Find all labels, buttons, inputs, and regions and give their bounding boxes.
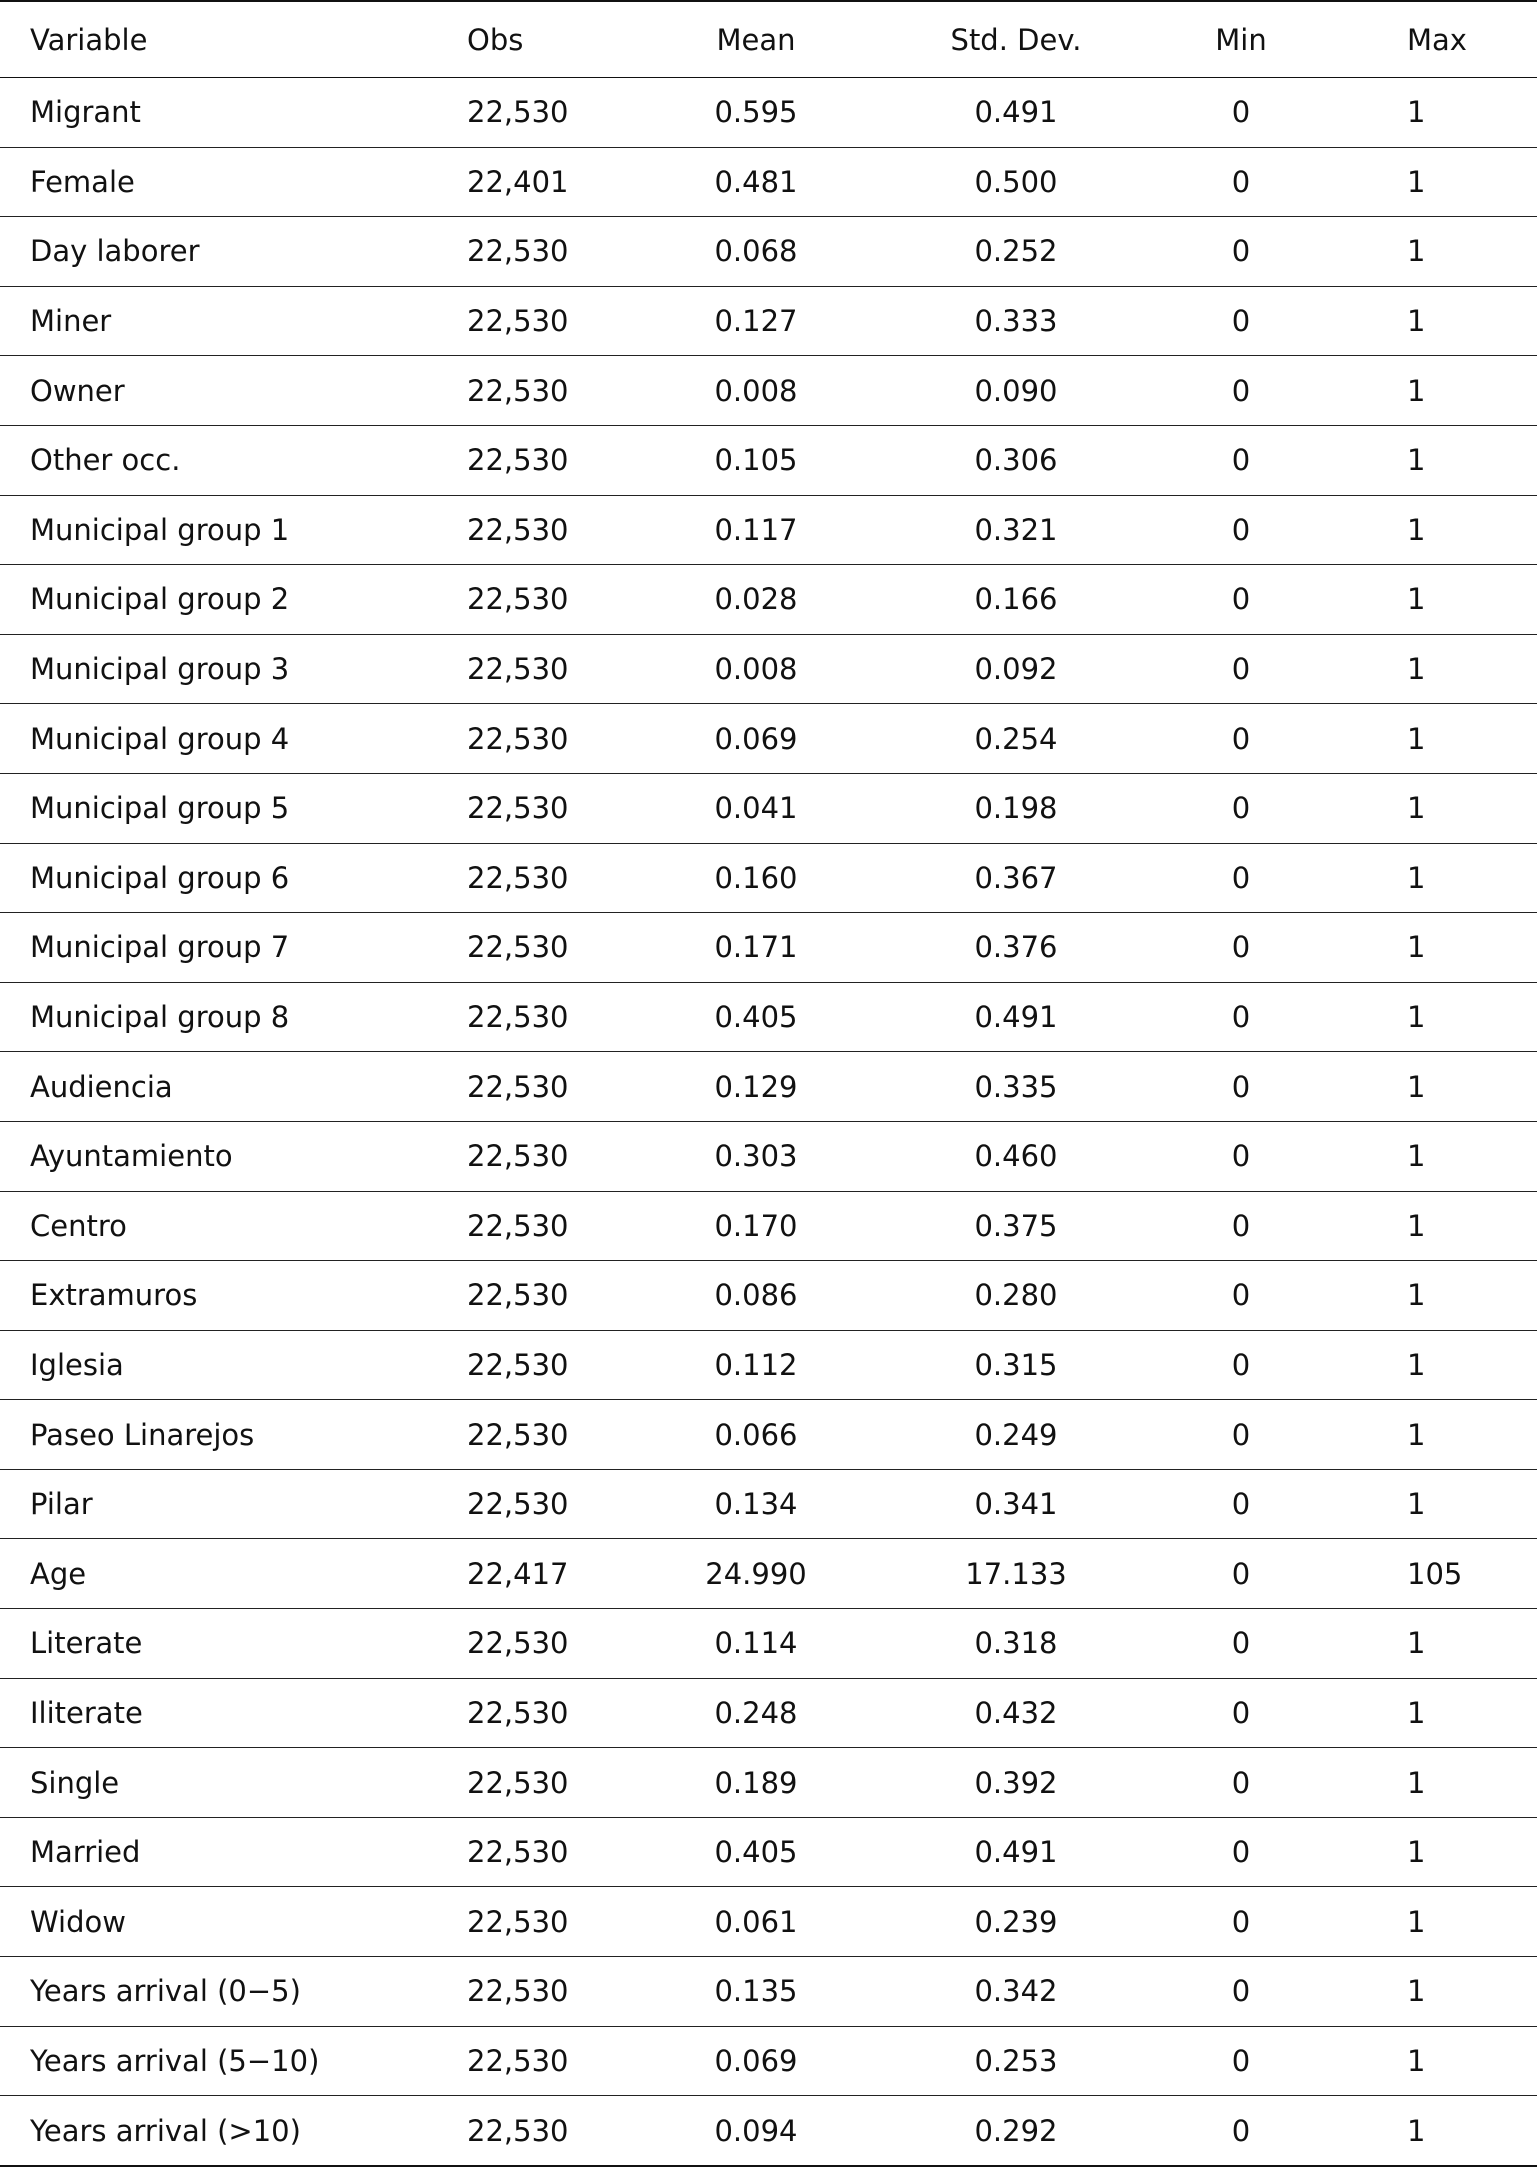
cell-max: 1 [1352,2026,1537,2096]
table-row [0,913,1537,983]
cell-max: 1 [1352,147,1537,217]
cell-min: 0 [1125,1469,1352,1539]
cell-std-dev: 0.252 [869,217,1125,287]
cell-min: 0 [1125,78,1352,148]
cell-variable: Municipal group 4 [0,704,430,774]
cell-obs: 22,530 [430,356,623,426]
table-row [0,1609,1537,1679]
cell-obs: 22,530 [430,565,623,635]
cell-mean: 0.160 [623,843,869,913]
cell-std-dev: 0.460 [869,1121,1125,1191]
cell-min: 0 [1125,495,1352,565]
cell-min: 0 [1125,1330,1352,1400]
cell-mean: 0.069 [623,704,869,774]
cell-max: 1 [1352,704,1537,774]
cell-variable: Ayuntamiento [0,1121,430,1191]
cell-std-dev: 0.342 [869,1957,1125,2027]
table-row [0,495,1537,565]
cell-mean: 0.041 [623,773,869,843]
cell-max: 1 [1352,1261,1537,1331]
table-row [0,982,1537,1052]
cell-min: 0 [1125,1817,1352,1887]
cell-obs: 22,530 [430,1121,623,1191]
cell-mean: 0.105 [623,425,869,495]
cell-mean: 0.134 [623,1469,869,1539]
table-row [0,1330,1537,1400]
cell-std-dev: 0.280 [869,1261,1125,1331]
cell-std-dev: 0.375 [869,1191,1125,1261]
cell-max: 1 [1352,1887,1537,1957]
table-row [0,2096,1537,2166]
cell-min: 0 [1125,773,1352,843]
cell-std-dev: 0.249 [869,1400,1125,1470]
table-row [0,1400,1537,1470]
cell-max: 1 [1352,843,1537,913]
table-row [0,634,1537,704]
cell-std-dev: 0.335 [869,1052,1125,1122]
cell-variable: Paseo Linarejos [0,1400,430,1470]
cell-variable: Years arrival (>10) [30,2113,301,2148]
cell-max: 1 [1352,913,1537,983]
cell-mean: 0.170 [623,1191,869,1261]
cell-variable: Municipal group 2 [0,565,430,635]
cell-mean: 0.171 [623,913,869,983]
cell-variable: Miner [0,286,430,356]
cell-obs: 22,530 [430,1887,623,1957]
cell-std-dev: 0.254 [869,704,1125,774]
cell-mean: 0.028 [623,565,869,635]
cell-max: 1 [1352,565,1537,635]
cell-mean: 0.405 [623,982,869,1052]
cell-mean: 0.189 [623,1748,869,1818]
cell-obs: 22,530 [430,425,623,495]
cell-obs: 22,417 [430,1539,623,1609]
cell-obs: 22,530 [430,1191,623,1261]
table-row [0,1121,1537,1191]
header-mean: Mean [623,1,869,78]
cell-obs: 22,530 [430,1330,623,1400]
cell-max: 1 [1352,1678,1537,1748]
cell-obs: 22,530 [467,2113,569,2148]
table-row [0,1539,1537,1609]
cell-max: 1 [1352,1191,1537,1261]
cell-std-dev: 17.133 [869,1539,1125,1609]
cell-mean: 0.114 [623,1609,869,1679]
cell-max: 1 [1352,78,1537,148]
cell-obs: 22,530 [430,78,623,148]
cell-obs: 22,530 [430,704,623,774]
cell-min: 0 [1125,1748,1352,1818]
cell-mean: 0.248 [623,1678,869,1748]
cell-max: 1 [1407,2113,1426,2148]
cell-min: 0 [1125,843,1352,913]
cell-std-dev: 0.166 [869,565,1125,635]
header-row [0,1,1537,78]
cell-max: 1 [1352,1400,1537,1470]
cell-mean: 0.303 [623,1121,869,1191]
cell-max: 1 [1352,1121,1537,1191]
table-body [0,78,1537,2166]
cell-mean: 0.008 [623,356,869,426]
cell-obs: 22,530 [430,1678,623,1748]
table-row [0,773,1537,843]
cell-obs: 22,530 [430,286,623,356]
cell-obs: 22,530 [430,2026,623,2096]
cell-mean: 0.127 [623,286,869,356]
cell-variable: Municipal group 8 [0,982,430,1052]
cell-obs: 22,530 [430,1748,623,1818]
cell-std-dev: 0.376 [869,913,1125,983]
table-row [0,78,1537,148]
cell-variable: Female [0,147,430,217]
cell-variable: Municipal group 3 [0,634,430,704]
cell-variable: Other occ. [0,425,430,495]
cell-mean: 24.990 [623,1539,869,1609]
table-row [0,704,1537,774]
cell-obs: 22,530 [430,982,623,1052]
table-row [0,1817,1537,1887]
cell-min: 0 [1125,1052,1352,1122]
cell-mean: 0.117 [623,495,869,565]
cell-std-dev: 0.090 [869,356,1125,426]
table-row [0,356,1537,426]
cell-variable: Literate [0,1609,430,1679]
cell-max: 1 [1352,1330,1537,1400]
cell-max: 1 [1352,1052,1537,1122]
cell-max: 1 [1352,982,1537,1052]
table-row [0,2026,1537,2096]
header-min: Min [1125,1,1352,78]
cell-std-dev: 0.198 [869,773,1125,843]
cell-std-dev: 0.392 [869,1748,1125,1818]
cell-variable: Married [0,1817,430,1887]
cell-std-dev: 0.253 [869,2026,1125,2096]
cell-variable: Centro [0,1191,430,1261]
table-row [0,1748,1537,1818]
table-header [0,1,1537,78]
cell-max: 1 [1352,1817,1537,1887]
cell-variable: Single [0,1748,430,1818]
cell-std-dev: 0.292 [974,2113,1058,2148]
table-row [0,843,1537,913]
cell-std-dev: 0.239 [869,1887,1125,1957]
cell-obs: 22,530 [430,495,623,565]
cell-variable: Municipal group 6 [0,843,430,913]
cell-min: 0 [1125,1957,1352,2027]
cell-min: 0 [1125,1539,1352,1609]
cell-min: 0 [1125,425,1352,495]
cell-mean: 0.405 [623,1817,869,1887]
table-row [0,1052,1537,1122]
cell-min: 0 [1125,1191,1352,1261]
cell-std-dev: 0.315 [869,1330,1125,1400]
cell-min: 0 [1125,217,1352,287]
table-row [0,147,1537,217]
cell-max: 1 [1352,217,1537,287]
cell-obs: 22,530 [430,1957,623,2027]
cell-mean: 0.008 [623,634,869,704]
cell-obs: 22,401 [430,147,623,217]
cell-obs: 22,530 [430,1609,623,1679]
cell-std-dev: 0.432 [869,1678,1125,1748]
table-row [0,1957,1537,2027]
cell-variable: Owner [0,356,430,426]
cell-std-dev: 0.092 [869,634,1125,704]
cell-std-dev: 0.321 [869,495,1125,565]
cell-max: 1 [1352,425,1537,495]
cell-min: 0 [1231,2113,1251,2148]
cell-std-dev: 0.306 [869,425,1125,495]
cell-mean: 0.069 [623,2026,869,2096]
cell-std-dev: 0.491 [869,982,1125,1052]
cell-min: 0 [1125,1887,1352,1957]
cell-variable: Day laborer [0,217,430,287]
header-std-dev: Std. Dev. [869,1,1125,78]
header-variable: Variable [0,1,430,78]
cell-max: 1 [1352,495,1537,565]
cell-variable: Audiencia [0,1052,430,1122]
cell-min: 0 [1125,2026,1352,2096]
cell-max: 105 [1352,1539,1537,1609]
cell-min: 0 [1125,704,1352,774]
cell-min: 0 [1125,147,1352,217]
table-row [0,565,1537,635]
cell-mean: 0.595 [623,78,869,148]
cell-variable: Iglesia [0,1330,430,1400]
cell-mean: 0.112 [623,1330,869,1400]
table-row [0,1887,1537,1957]
cell-mean: 0.094 [714,2113,798,2148]
cell-mean: 0.481 [623,147,869,217]
cell-max: 1 [1352,773,1537,843]
table-row [0,217,1537,287]
cell-std-dev: 0.333 [869,286,1125,356]
cell-min: 0 [1125,1678,1352,1748]
cell-max: 1 [1352,1957,1537,2027]
cell-std-dev: 0.491 [869,78,1125,148]
cell-max: 1 [1352,1469,1537,1539]
cell-variable: Municipal group 5 [0,773,430,843]
cell-variable: Municipal group 7 [0,913,430,983]
cell-min: 0 [1125,565,1352,635]
cell-variable: Widow [0,1887,430,1957]
cell-variable: Age [0,1539,430,1609]
table-row [0,425,1537,495]
cell-obs: 22,530 [430,1400,623,1470]
cell-min: 0 [1125,634,1352,704]
cell-variable: Years arrival (0−5) [0,1957,430,2027]
cell-max: 1 [1352,634,1537,704]
cell-std-dev: 0.500 [869,147,1125,217]
cell-std-dev: 0.491 [869,1817,1125,1887]
cell-mean: 0.135 [623,1957,869,2027]
cell-obs: 22,530 [430,843,623,913]
cell-max: 1 [1352,286,1537,356]
cell-mean: 0.061 [623,1887,869,1957]
cell-obs: 22,530 [430,1261,623,1331]
header-obs: Obs [430,1,623,78]
cell-variable: Municipal group 1 [0,495,430,565]
cell-std-dev: 0.318 [869,1609,1125,1679]
cell-obs: 22,530 [430,217,623,287]
cell-max: 1 [1352,1748,1537,1818]
cell-min: 0 [1125,1400,1352,1470]
cell-min: 0 [1125,286,1352,356]
cell-mean: 0.129 [623,1052,869,1122]
header-max: Max [1352,1,1537,78]
cell-max: 1 [1352,1609,1537,1679]
table-row [0,1469,1537,1539]
cell-obs: 22,530 [430,1817,623,1887]
cell-min: 0 [1125,1121,1352,1191]
cell-std-dev: 0.341 [869,1469,1125,1539]
cell-obs: 22,530 [430,913,623,983]
table-row [0,1191,1537,1261]
cell-min: 0 [1125,913,1352,983]
table-row [0,286,1537,356]
cell-variable: Extramuros [0,1261,430,1331]
cell-obs: 22,530 [430,1052,623,1122]
cell-min: 0 [1125,1609,1352,1679]
cell-min: 0 [1125,982,1352,1052]
cell-obs: 22,530 [430,1469,623,1539]
cell-std-dev: 0.367 [869,843,1125,913]
table-row [0,1678,1537,1748]
cell-obs: 22,530 [430,773,623,843]
cell-mean: 0.068 [623,217,869,287]
cell-variable: Pilar [0,1469,430,1539]
cell-variable: Years arrival (5−10) [0,2026,430,2096]
cell-mean: 0.066 [623,1400,869,1470]
cell-min: 0 [1125,1261,1352,1331]
cell-min: 0 [1125,356,1352,426]
cell-variable: Migrant [0,78,430,148]
table-row [0,1261,1537,1331]
cell-mean: 0.086 [623,1261,869,1331]
cell-obs: 22,530 [430,634,623,704]
cell-variable: Iliterate [0,1678,430,1748]
cell-max: 1 [1352,356,1537,426]
